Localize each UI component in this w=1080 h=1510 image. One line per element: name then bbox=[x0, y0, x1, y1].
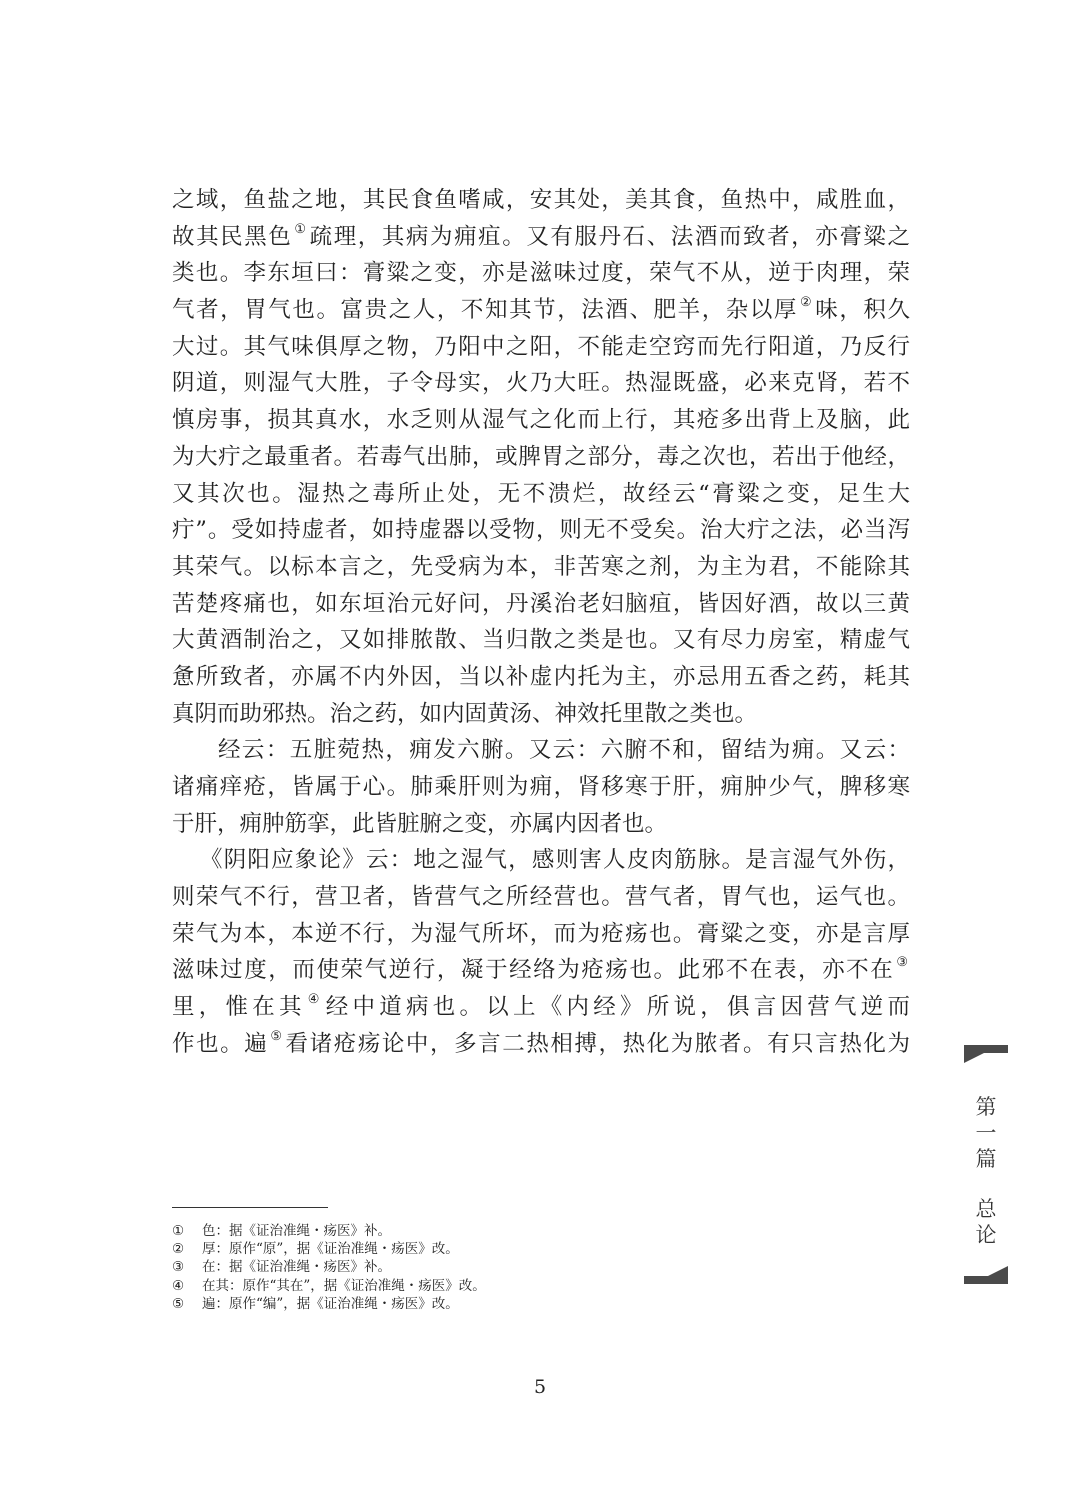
side-tab-char: 篇 bbox=[975, 1147, 997, 1171]
body-line: 荣气为本，本逆不行，为湿气所坏，而为疮疡也。膏粱之变，亦是言厚 bbox=[172, 920, 910, 947]
body-line: 滋味过度，而使荣气逆行，凝于经络为疮疡也。此邪不在表，亦不在 ③ bbox=[172, 955, 908, 984]
body-line: 慎房事，损其真水，水乏则从湿气之化而上行，其疮多出背上及脑，此 bbox=[172, 407, 910, 434]
footnote-text: 厚：原作“原”，据《证治准绳・疡医》改。 bbox=[202, 1241, 459, 1258]
chapter-side-tab[interactable] bbox=[962, 1042, 1010, 1287]
body-line: 气者，胃气也。富贵之人，不知其节，法酒、肥羊，杂以厚 ②味，积久 bbox=[172, 295, 910, 324]
footnote bbox=[172, 1295, 872, 1313]
body-line: 疔”。受如持虚者，如持虚器以受物，则无不受矣。治大疔之法，必当泻 bbox=[172, 517, 910, 544]
body-line: 类也。李东垣曰：膏粱之变，亦是滋味过度，荣气不从，逆于肉理，荣 bbox=[172, 260, 910, 287]
footnote-mark: ① bbox=[172, 1223, 185, 1239]
footnote-text: 遍：原作“编”，据《证治准绳・疡医》改。 bbox=[202, 1295, 459, 1312]
body-line: 大黄酒制治之，又如排脓散、当归散之类是也。又有尽力房室，精虚气 bbox=[172, 627, 910, 654]
body-line: 作也。遍 ⑤看诸疮疡论中，多言二热相搏，热化为脓者。有只言热化为 bbox=[172, 1028, 910, 1057]
body-line: 则荣气不行，营卫者，皆营气之所经营也。营气者，胃气也，运气也。 bbox=[172, 884, 910, 911]
body-line: 里，惟在其 ④经中道病也。以上《内经》所说，俱言因营气逆而 bbox=[172, 992, 910, 1021]
body-line: 《阴阳应象论》云：地之湿气，感则害人皮肉筋脉。是言湿气外伤， bbox=[200, 847, 910, 874]
footnote-ref[interactable]: ① bbox=[294, 221, 308, 237]
footnote-mark: ④ bbox=[172, 1277, 185, 1294]
footnote-divider bbox=[172, 1207, 328, 1208]
bracket-top-icon bbox=[962, 1042, 1010, 1064]
body-line: 大过。其气味俱厚之物，乃阳中之阳，不能走空窍而先行阳道，乃反行 bbox=[172, 333, 910, 360]
side-tab-char: 总 bbox=[975, 1197, 997, 1221]
footnote-ref[interactable]: ③ bbox=[896, 955, 908, 971]
footnote bbox=[172, 1222, 872, 1240]
footnote-ref[interactable]: ⑤ bbox=[270, 1028, 284, 1044]
footnote-text: 在其：原作“其在”，据《证治准绳・疡医》改。 bbox=[202, 1277, 486, 1294]
footnote-mark: ② bbox=[172, 1241, 185, 1258]
footnote-text: 在：据《证治准绳・疡医》补。 bbox=[202, 1259, 391, 1276]
body-line: 惫所致者，亦属不内外因，当以补虚内托为主，亦忌用五香之药，耗其 bbox=[172, 663, 910, 690]
body-line: 阴道，则湿气大胜，子令母实，火乃大旺。热湿既盛，必来克肾，若不 bbox=[172, 370, 910, 397]
body-line: 故其民黑色 ①疏理，其病为痈疽。又有服丹石、法酒而致者，亦膏粱之 bbox=[172, 221, 910, 250]
body-line: 为大疔之最重者。若毒气出肺，或脾胃之部分，毒之次也，若出于他经， bbox=[172, 443, 910, 470]
body-line: 之域，鱼盐之地，其民食鱼嗜咸，安其处，美其食，鱼热中，咸胜血， bbox=[172, 187, 910, 213]
footnotes bbox=[172, 1222, 872, 1313]
footnote bbox=[172, 1258, 872, 1276]
side-tab-text bbox=[962, 1094, 1010, 1248]
side-tab-char: 一 bbox=[975, 1121, 997, 1145]
body-line: 其荣气。以标本言之，先受病为本，非苦寒之剂，为主为君，不能除其 bbox=[172, 553, 910, 580]
page-number: 5 bbox=[533, 1376, 547, 1398]
footnote-mark: ③ bbox=[172, 1259, 185, 1276]
body-text bbox=[172, 182, 910, 1063]
footnote-ref[interactable]: ④ bbox=[307, 992, 324, 1008]
footnote-ref[interactable]: ② bbox=[800, 295, 814, 311]
bracket-bottom-icon bbox=[962, 1265, 1010, 1287]
side-tab-char: 论 bbox=[975, 1223, 997, 1247]
footnote-text: 色：据《证治准绳・疡医》补。 bbox=[202, 1223, 391, 1239]
side-tab-char: 第 bbox=[975, 1095, 997, 1119]
body-line: 于肝，痈肿筋挛，此皆脏腑之变，亦属内因者也。 bbox=[172, 810, 668, 837]
body-line: 苦楚疼痛也，如东垣治元好问，丹溪治老妇脑疽，皆因好酒，故以三黄 bbox=[172, 590, 910, 617]
body-line: 诸痛痒疮，皆属于心。肺乘肝则为痈，肾移寒于肝，痈肿少气，脾移寒 bbox=[172, 774, 910, 800]
body-line: 又其次也。湿热之毒所止处，无不溃烂，故经云“膏粱之变，足生大 bbox=[172, 480, 910, 507]
footnote bbox=[172, 1240, 872, 1258]
footnote bbox=[172, 1277, 872, 1295]
footnote-mark: ⑤ bbox=[172, 1295, 185, 1312]
body-line: 经云：五脏菀热，痈发六腑。又云：六腑不和，留结为痈。又云： bbox=[218, 737, 910, 764]
body-line: 真阴而助邪热。治之药，如内固黄汤、神效托里散之类也。 bbox=[172, 700, 758, 727]
